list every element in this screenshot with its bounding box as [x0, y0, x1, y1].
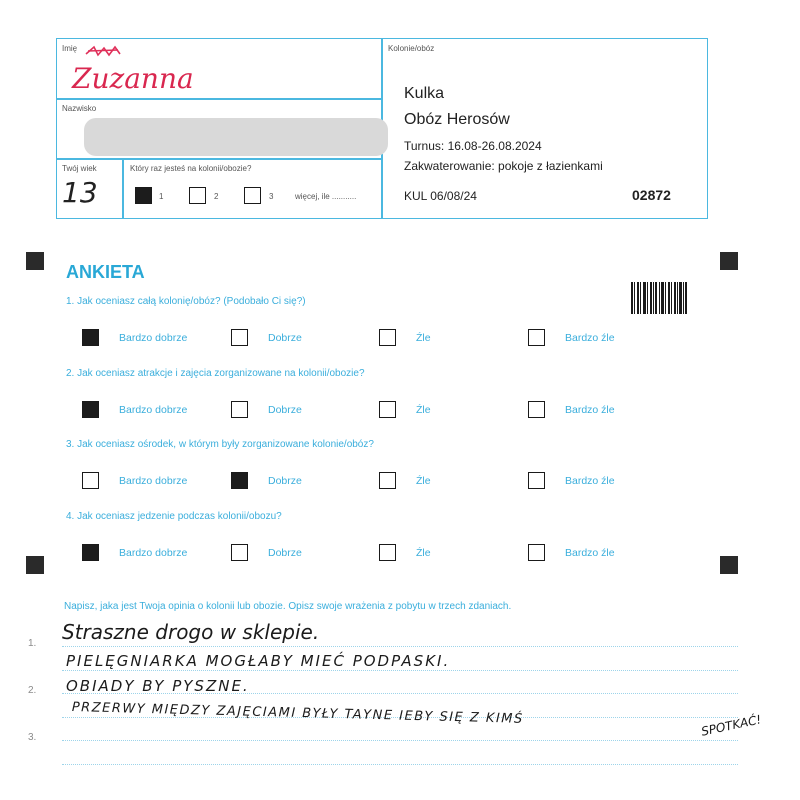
- q3-option-dobrze[interactable]: [231, 472, 248, 489]
- times-checkbox-1[interactable]: [135, 187, 152, 204]
- answer-line-1a: [62, 646, 738, 647]
- q4-option-bardzo-dobrze[interactable]: [82, 544, 99, 561]
- header-divider-2: [56, 158, 382, 160]
- answer-line-1b: [62, 670, 738, 671]
- q4-label-dobrze: Dobrze: [268, 547, 302, 559]
- q3-label-bardzo-dobrze: Bardzo dobrze: [119, 475, 188, 487]
- question-2: 2. Jak oceniasz atrakcje i zajęcia zorganizowane na kolonii/obozie?: [66, 368, 365, 379]
- q1-option-bardzo-dobrze[interactable]: [82, 329, 99, 346]
- barcode: [631, 282, 687, 314]
- q4-option-bardzo-zle[interactable]: [528, 544, 545, 561]
- question-4: 4. Jak oceniasz jedzenie podczas kolonii/obozu?: [66, 511, 282, 522]
- line-number-1: 1.: [28, 638, 37, 649]
- times-label: Który raz jesteś na kolonii/obozie?: [130, 164, 252, 173]
- name-value: Zuzanna: [72, 62, 194, 95]
- q3-option-bardzo-zle[interactable]: [528, 472, 545, 489]
- name-label: Imię: [62, 44, 78, 53]
- opinion-prompt: Napisz, jaka jest Twoja opinia o kolonii lub obozie. Opisz swoje wrażenia z pobytu w trzech zdaniach.: [64, 601, 512, 612]
- alignment-marker-bottom-right: [720, 556, 738, 574]
- q4-label-bardzo-dobrze: Bardzo dobrze: [119, 547, 188, 559]
- header-divider-age: [122, 158, 124, 219]
- q2-option-bardzo-dobrze[interactable]: [82, 401, 99, 418]
- camp-subname: Obóz Herosów: [404, 111, 510, 128]
- handwritten-line-1: Straszne drogo w sklepie.: [62, 620, 320, 644]
- camp-turnus: Turnus: 16.08-26.08.2024: [404, 139, 542, 153]
- times-checkbox-3[interactable]: [244, 187, 261, 204]
- q1-option-dobrze[interactable]: [231, 329, 248, 346]
- alignment-marker-bottom-left: [26, 556, 44, 574]
- camp-name: Kulka: [404, 85, 445, 102]
- q1-label-bardzo-dobrze: Bardzo dobrze: [119, 332, 188, 344]
- q1-option-bardzo-zle[interactable]: [528, 329, 545, 346]
- name-scribble: [84, 44, 124, 58]
- q2-option-zle[interactable]: [379, 401, 396, 418]
- q3-option-bardzo-dobrze[interactable]: [82, 472, 99, 489]
- q2-option-bardzo-zle[interactable]: [528, 401, 545, 418]
- q4-option-dobrze[interactable]: [231, 544, 248, 561]
- camp-accommodation: Zakwaterowanie: pokoje z łazienkami: [404, 159, 603, 173]
- times-option-more: więcej, ile ...........: [295, 192, 357, 201]
- q1-option-zle[interactable]: [379, 329, 396, 346]
- times-option-2: 2: [214, 192, 219, 201]
- times-option-3: 3: [269, 192, 274, 201]
- q2-label-dobrze: Dobrze: [268, 404, 302, 416]
- handwritten-line-4: PRZERWY MIĘDZY ZAJĘCIAMI BYŁY TAYNE IEBY SIĘ Z KIMŚ: [71, 700, 524, 727]
- header-divider-1: [56, 98, 382, 100]
- q3-label-bardzo-zle: Bardzo źle: [565, 475, 615, 487]
- age-value: 13: [62, 176, 98, 209]
- camp-label: Kolonie/obóz: [388, 44, 435, 53]
- q4-label-zle: Źle: [416, 547, 431, 559]
- handwritten-line-5: SPOTKAĆ!: [700, 712, 763, 739]
- form-number: 02872: [632, 187, 671, 203]
- q1-label-bardzo-zle: Bardzo źle: [565, 332, 615, 344]
- times-option-1: 1: [159, 192, 164, 201]
- surname-redaction: [84, 118, 388, 156]
- q1-label-zle: Źle: [416, 332, 431, 344]
- alignment-marker-top-right: [720, 252, 738, 270]
- handwritten-line-3: OBIADY BY PYSZNE.: [66, 677, 250, 695]
- handwritten-line-2: PIELĘGNIARKA MOGŁABY MIEĆ PODPASKI.: [66, 652, 451, 670]
- camp-code: KUL 06/08/24: [404, 189, 477, 203]
- q3-label-dobrze: Dobrze: [268, 475, 302, 487]
- q3-option-zle[interactable]: [379, 472, 396, 489]
- surname-label: Nazwisko: [62, 104, 97, 113]
- question-1: 1. Jak oceniasz całą kolonię/obóz? (Podobało Ci się?): [66, 296, 306, 307]
- q2-label-bardzo-dobrze: Bardzo dobrze: [119, 404, 188, 416]
- answer-line-3a: [62, 740, 738, 741]
- q2-option-dobrze[interactable]: [231, 401, 248, 418]
- question-3: 3. Jak oceniasz ośrodek, w którym były zorganizowane kolonie/obóz?: [66, 439, 374, 450]
- age-label: Twój wiek: [62, 164, 97, 173]
- line-number-3: 3.: [28, 732, 37, 743]
- q4-option-zle[interactable]: [379, 544, 396, 561]
- q4-label-bardzo-zle: Bardzo źle: [565, 547, 615, 559]
- q1-label-dobrze: Dobrze: [268, 332, 302, 344]
- answer-line-3b: [62, 764, 738, 765]
- line-number-2: 2.: [28, 685, 37, 696]
- times-checkbox-2[interactable]: [189, 187, 206, 204]
- survey-title: ANKIETA: [66, 262, 145, 282]
- q3-label-zle: Źle: [416, 475, 431, 487]
- q2-label-zle: Źle: [416, 404, 431, 416]
- q2-label-bardzo-zle: Bardzo źle: [565, 404, 615, 416]
- alignment-marker-top-left: [26, 252, 44, 270]
